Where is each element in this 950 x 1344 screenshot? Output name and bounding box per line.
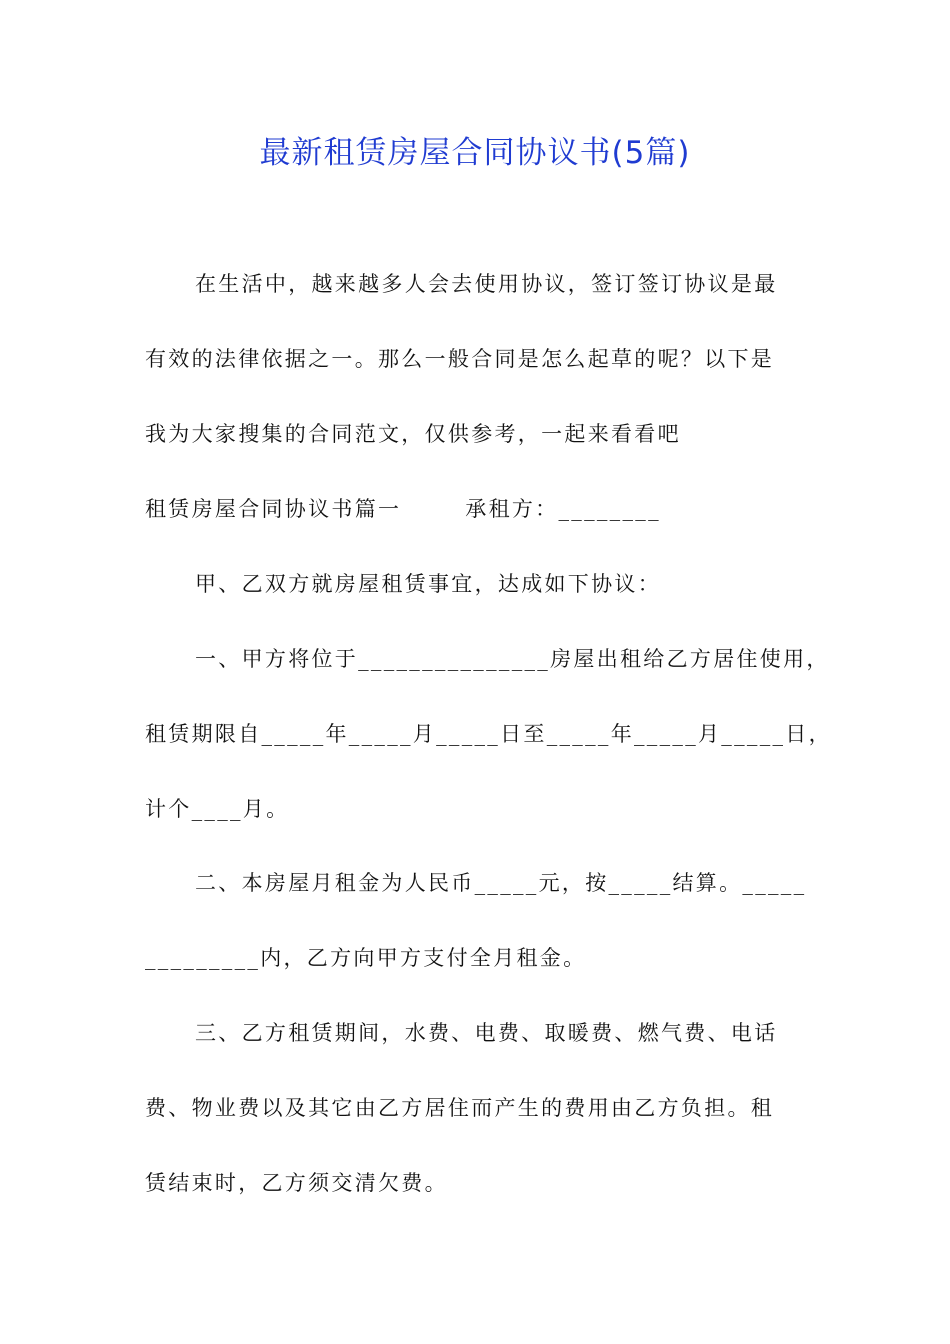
paragraph-line: 三、乙方租赁期间，水费、电费、取暖费、燃气费、电话 [195,1021,778,1045]
paragraph-line: 计个____月。 [145,797,290,821]
section-title: 租赁房屋合同协议书篇一 [145,497,402,521]
paragraph-line: 一、甲方将位于_______________房屋出租给乙方居住使用， [195,647,830,671]
paragraph-line: _________内，乙方向甲方支付全月租金。 [145,946,587,970]
section-heading [145,489,815,529]
paragraph-line: 租赁期限自_____年_____月_____日至_____年_____月_____日， [145,722,832,746]
paragraph-line: 赁结束时，乙方须交清欠费。 [145,1171,448,1195]
paragraph-line: 费、物业费以及其它由乙方居住而产生的费用由乙方负担。租 [145,1096,775,1120]
paragraph-line: 甲、乙双方就房屋租赁事宜，达成如下协议： [195,572,661,596]
paragraph-line: 二、本房屋月租金为人民币_____元，按_____结算。_____ [195,871,807,895]
paragraph-line: 在生活中，越来越多人会去使用协议，签订签订协议是最 [195,272,778,296]
document-title: 最新租赁房屋合同协议书(5篇) [259,135,691,171]
paragraph-line: 有效的法律依据之一。那么一般合同是怎么起草的呢？以下是 [145,347,775,371]
lessor-field: 承租方：________ [465,497,661,521]
paragraph-line: 我为大家搜集的合同范文，仅供参考，一起来看看吧 [145,422,681,446]
